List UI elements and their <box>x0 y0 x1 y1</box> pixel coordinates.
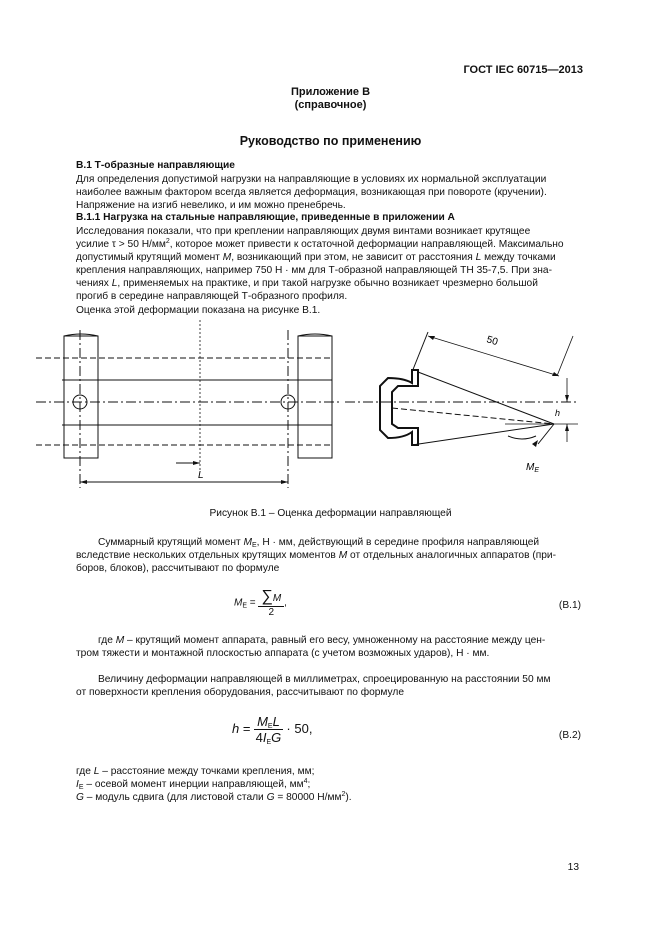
text-line: крепления направляющих, например 750 Н · мм для Т-образной направляющей ТН 35-7,5. При зна- <box>76 265 552 276</box>
text-line <box>76 778 581 791</box>
text: , возникающий при этом, не зависит от расстояния <box>231 252 476 263</box>
moment-arrow <box>532 440 538 447</box>
variable: M <box>338 550 348 561</box>
text-line: тром тяжести и монтажной плоскостью аппарата (с учетом возможных ударов), Н · мм. <box>76 648 490 659</box>
dimension-arrow <box>428 336 435 340</box>
text-line: Напряжение на изгиб невелико, и им можно пренебречь. <box>76 200 346 211</box>
formula-variable: M <box>272 593 282 604</box>
variable: M <box>243 537 252 548</box>
sum-symbol: ∑ <box>261 588 273 605</box>
formula-variable: I <box>262 730 267 745</box>
dimension-arrow <box>565 424 569 431</box>
variable: L <box>475 252 482 263</box>
equation-number-b2: (В.2) <box>558 730 581 741</box>
fraction-numerator <box>258 588 284 607</box>
formula-fraction <box>258 588 284 618</box>
superscript: 2 <box>165 238 170 245</box>
text: , Н · мм, действующий в середине профиля направляющей <box>256 537 540 548</box>
text-line: Оценка этой деформации показана на рисунке В.1. <box>76 305 321 316</box>
text-line: Величину деформации направляющей в миллиметрах, спроецированную на расстоянии 50 мм <box>98 674 551 685</box>
dimension-arrow <box>193 461 200 465</box>
variable: I <box>76 779 79 790</box>
figure-caption: Рисунок В.1 – Оценка деформации направляющей <box>209 508 452 519</box>
variable: L <box>111 278 118 289</box>
fraction-numerator <box>254 714 283 730</box>
moment-subscript: E <box>534 467 540 474</box>
text-line <box>76 549 581 562</box>
text-line <box>76 791 581 804</box>
formula-subscript: E <box>266 739 272 746</box>
variable: M <box>222 252 232 263</box>
superscript: 4 <box>303 778 308 785</box>
text: – расстояние между точками крепления, мм; <box>99 766 315 777</box>
formula-b1 <box>234 588 287 618</box>
superscript: 2 <box>341 791 346 798</box>
subscript: E <box>252 542 257 549</box>
section-heading-b1: В.1 Т-образные направляющие <box>76 160 235 171</box>
dimension-label-l: L <box>198 470 204 481</box>
text: ). <box>345 792 352 803</box>
text: , которое может привести к остаточной деформации направляющей. Максимально <box>169 239 564 250</box>
dimension-arrow <box>80 480 87 484</box>
variable: G <box>266 792 275 803</box>
formula-b2 <box>232 714 312 745</box>
variable: G <box>76 792 84 803</box>
text-line: наиболее важным фактором всегда является деформация, возникающая при повороте (кручении). <box>76 187 547 198</box>
annex-label: Приложение В <box>290 86 371 98</box>
formula-variable: M <box>257 714 268 729</box>
text: – осевой момент инерции направляющей, мм <box>83 779 304 790</box>
text: усилие τ > 50 Н/мм <box>76 239 166 250</box>
text-line <box>76 277 581 290</box>
formula-coefficient: 4 <box>255 730 263 745</box>
text: где <box>98 635 116 646</box>
formula-multiplier: · 50 <box>282 720 309 736</box>
text: допустимый крутящий момент <box>76 252 223 263</box>
text: от отдельных аналогичных аппаратов (при- <box>347 550 556 561</box>
rail-top-view <box>36 318 340 488</box>
text-line: боров, блоков), рассчитывают по формуле <box>76 563 280 574</box>
document-id: ГОСТ IEC 60715—2013 <box>463 64 583 76</box>
formula-subscript: E <box>242 602 248 610</box>
text: вследствие нескольких отдельных крутящих моментов <box>76 550 339 561</box>
formula-operator: = <box>239 720 255 736</box>
text-line: Для определения допустимой нагрузки на направляющие в условиях их нормальной эксплуатации <box>76 174 547 185</box>
moment-symbol: M <box>526 462 535 473</box>
formula-variable: M <box>234 597 243 609</box>
text: Суммарный крутящий момент <box>98 537 244 548</box>
text: между точками <box>481 252 556 263</box>
text-line: прогиб в середине направляющей Т-образного профиля. <box>76 291 348 302</box>
text: – модуль сдвига (для листовой стали <box>83 792 267 803</box>
figure-b1 <box>0 318 661 498</box>
page-number: 13 <box>567 862 579 873</box>
text-line: Исследования показали, что при креплении направляющих двумя винтами возникает крутящее <box>76 226 531 237</box>
variable: M <box>115 635 125 646</box>
text: – крутящий момент аппарата, равный его весу, умноженному на расстояние между цен- <box>124 635 546 646</box>
formula-punct: , <box>308 720 313 736</box>
text-line <box>76 238 581 251</box>
formula-fraction <box>254 714 283 745</box>
text-line <box>76 251 581 264</box>
formula-variable: L <box>272 714 280 729</box>
text-line <box>76 765 581 778</box>
annex-status: (справочное) <box>294 99 367 111</box>
section-heading-b11: В.1.1 Нагрузка на стальные направляющие, приведенные в приложении А <box>76 212 455 223</box>
formula-operator: = <box>247 597 259 609</box>
variable: L <box>93 766 100 777</box>
formula-punct: , <box>284 597 287 609</box>
formula-variable: h <box>232 720 240 736</box>
fraction-denominator <box>256 730 282 745</box>
dimension-arrow <box>281 480 288 484</box>
text: = 80000 Н/мм <box>274 792 342 803</box>
page-title: Руководство по применению <box>239 134 422 148</box>
text-line <box>76 536 581 549</box>
text: чениях <box>76 278 112 289</box>
equation-number-b1: (В.1) <box>558 600 581 611</box>
fraction-denominator: 2 <box>268 607 275 618</box>
t-profile-section <box>345 332 578 445</box>
text: где <box>76 766 94 777</box>
text-line <box>76 634 581 647</box>
dimension-label-50: 50 <box>485 334 499 349</box>
text-line: от поверхности крепления оборудования, рассчитывают по формуле <box>76 687 405 698</box>
formula-subscript: E <box>267 723 273 730</box>
formula-variable: G <box>271 730 282 745</box>
subscript: E <box>78 784 84 791</box>
dimension-arrow <box>565 395 569 402</box>
text: , применяемых на практике, и при такой нагрузке обычно возникает чрезмерно большой <box>117 278 538 289</box>
text: ; <box>307 779 311 790</box>
dimension-label-h: h <box>555 408 561 418</box>
moment-label <box>526 462 539 474</box>
